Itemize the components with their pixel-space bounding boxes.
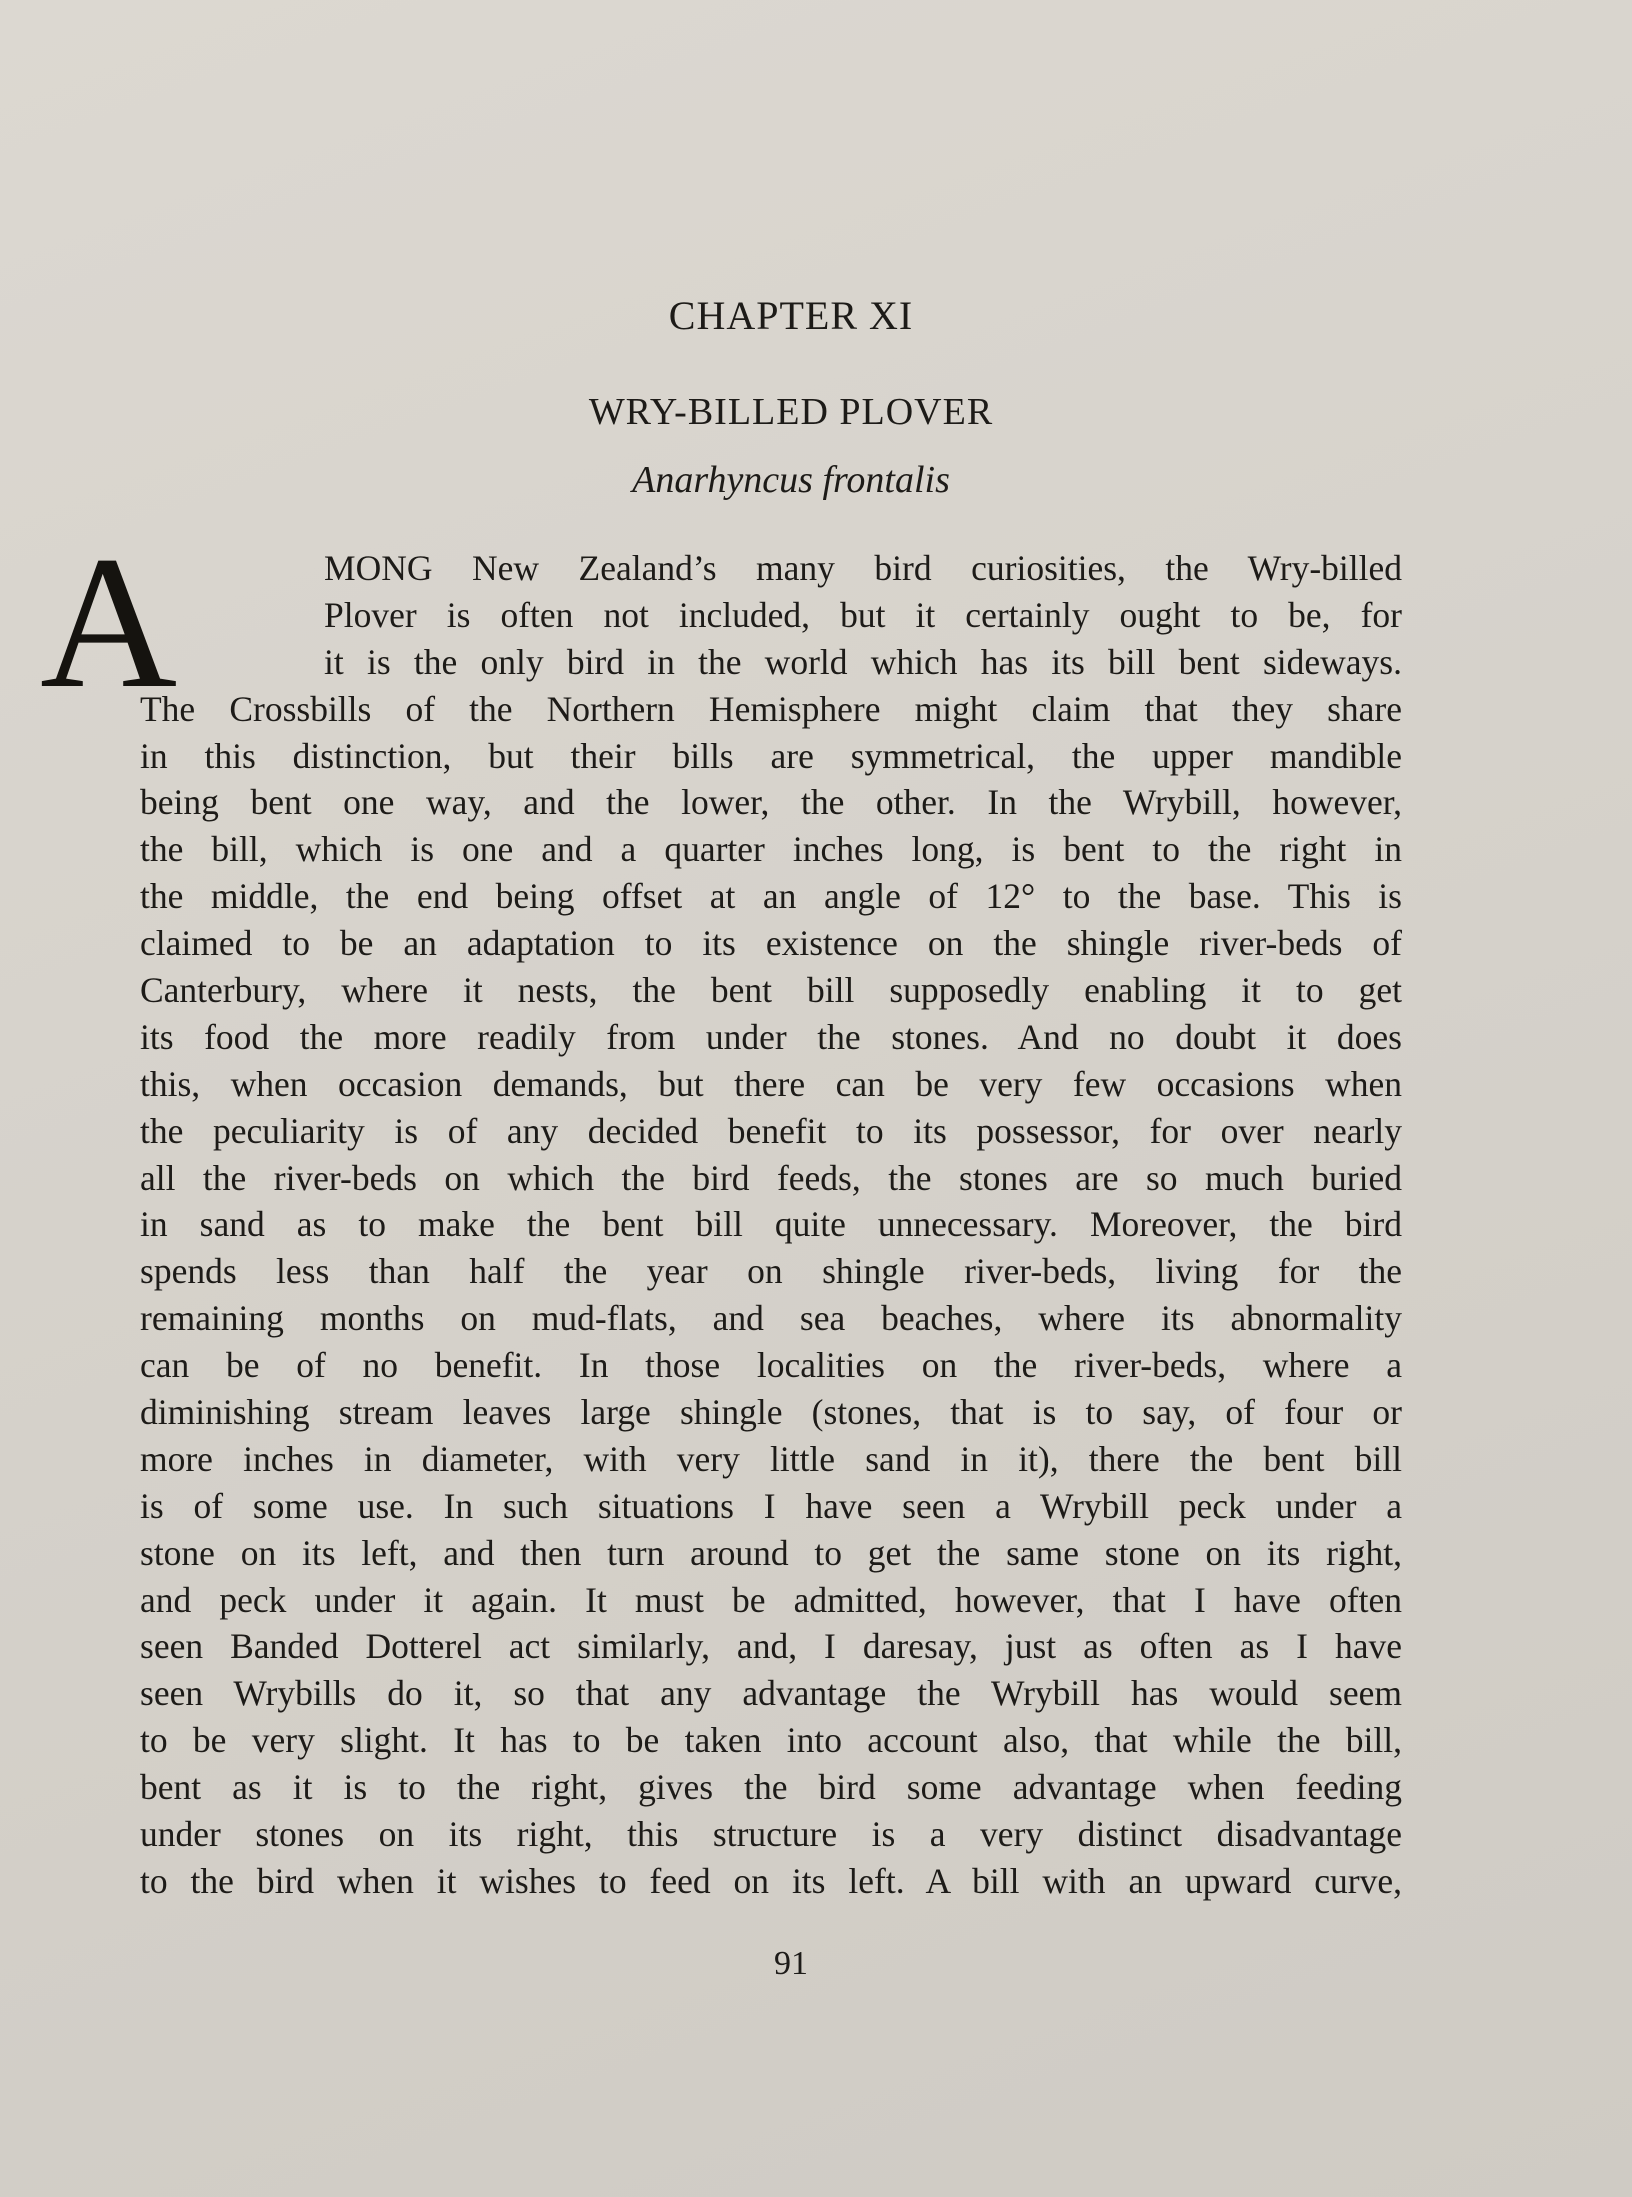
body-line: can be of no benefit. In those localities on the river-beds, where a — [140, 1345, 1402, 1386]
body-line: more inches in diameter, with very little sand in it), there the bent bill — [140, 1438, 1402, 1479]
body-line: bent as it is to the right, gives the bird some advantage when feeding — [140, 1767, 1402, 1808]
chapter-heading: CHAPTER XI — [668, 293, 914, 338]
body-line: the bill, which is one and a quarter inches long, is bent to the right in — [140, 829, 1402, 870]
body-line: spends less than half the year on shingle river-beds, living for the — [140, 1251, 1402, 1292]
body-line: all the river-beds on which the bird feeds, the stones are so much buried — [140, 1157, 1402, 1198]
body-line: this, when occasion demands, but there can be very few occasions when — [140, 1063, 1402, 1104]
body-line: claimed to be an adaptation to its existence on the shingle river-beds of — [140, 923, 1402, 964]
body-line: to be very slight. It has to be taken into account also, that while the bill, — [140, 1720, 1402, 1761]
body-line: it is the only bird in the world which has its bill bent sideways. — [324, 641, 1402, 682]
page-number: 91 — [774, 1945, 808, 1982]
body-text — [140, 545, 1402, 1905]
body-line: is of some use. In such situations I have seen a Wrybill peck under a — [140, 1485, 1402, 1526]
scientific-name: Anarhyncus frontalis — [632, 459, 950, 501]
body-line: being bent one way, and the lower, the other. In the Wrybill, however, — [140, 782, 1402, 823]
body-line: stone on its left, and then turn around to get the same stone on its right, — [140, 1532, 1402, 1573]
body-line: Plover is often not included, but it certainly ought to be, for — [324, 594, 1402, 635]
body-line: and peck under it again. It must be admitted, however, that I have often — [140, 1579, 1402, 1620]
body-line: diminishing stream leaves large shingle (stones, that is to say, of four or — [140, 1392, 1402, 1433]
body-line: seen Banded Dotterel act similarly, and, I daresay, just as often as I have — [140, 1626, 1402, 1667]
body-line: Canterbury, where it nests, the bent bill supposedly enabling it to get — [140, 970, 1402, 1011]
body-line: the middle, the end being offset at an angle of 12° to the base. This is — [140, 876, 1402, 917]
body-line: to the bird when it wishes to feed on its left. A bill with an upward curve, — [140, 1860, 1402, 1901]
body-line: remaining months on mud-flats, and sea beaches, where its abnormality — [140, 1298, 1402, 1339]
body-line: under stones on its right, this structure is a very distinct disadvantage — [140, 1814, 1402, 1855]
body-line: in this distinction, but their bills are symmetrical, the upper mandible — [140, 735, 1402, 776]
chapter-title: WRY-BILLED PLOVER — [588, 391, 994, 433]
body-line: seen Wrybills do it, so that any advantage the Wrybill has would seem — [140, 1673, 1402, 1714]
body-line: MONG New Zealand’s many bird curiosities, the Wry-billed — [324, 548, 1402, 588]
body-line: in sand as to make the bent bill quite unnecessary. Moreover, the bird — [140, 1204, 1402, 1245]
body-line: the peculiarity is of any decided benefit to its possessor, for over nearly — [140, 1110, 1402, 1151]
drop-cap: A — [40, 518, 178, 728]
body-line: its food the more readily from under the stones. And no doubt it does — [140, 1016, 1402, 1057]
body-line: The Crossbills of the Northern Hemisphere might claim that they share — [140, 688, 1402, 729]
